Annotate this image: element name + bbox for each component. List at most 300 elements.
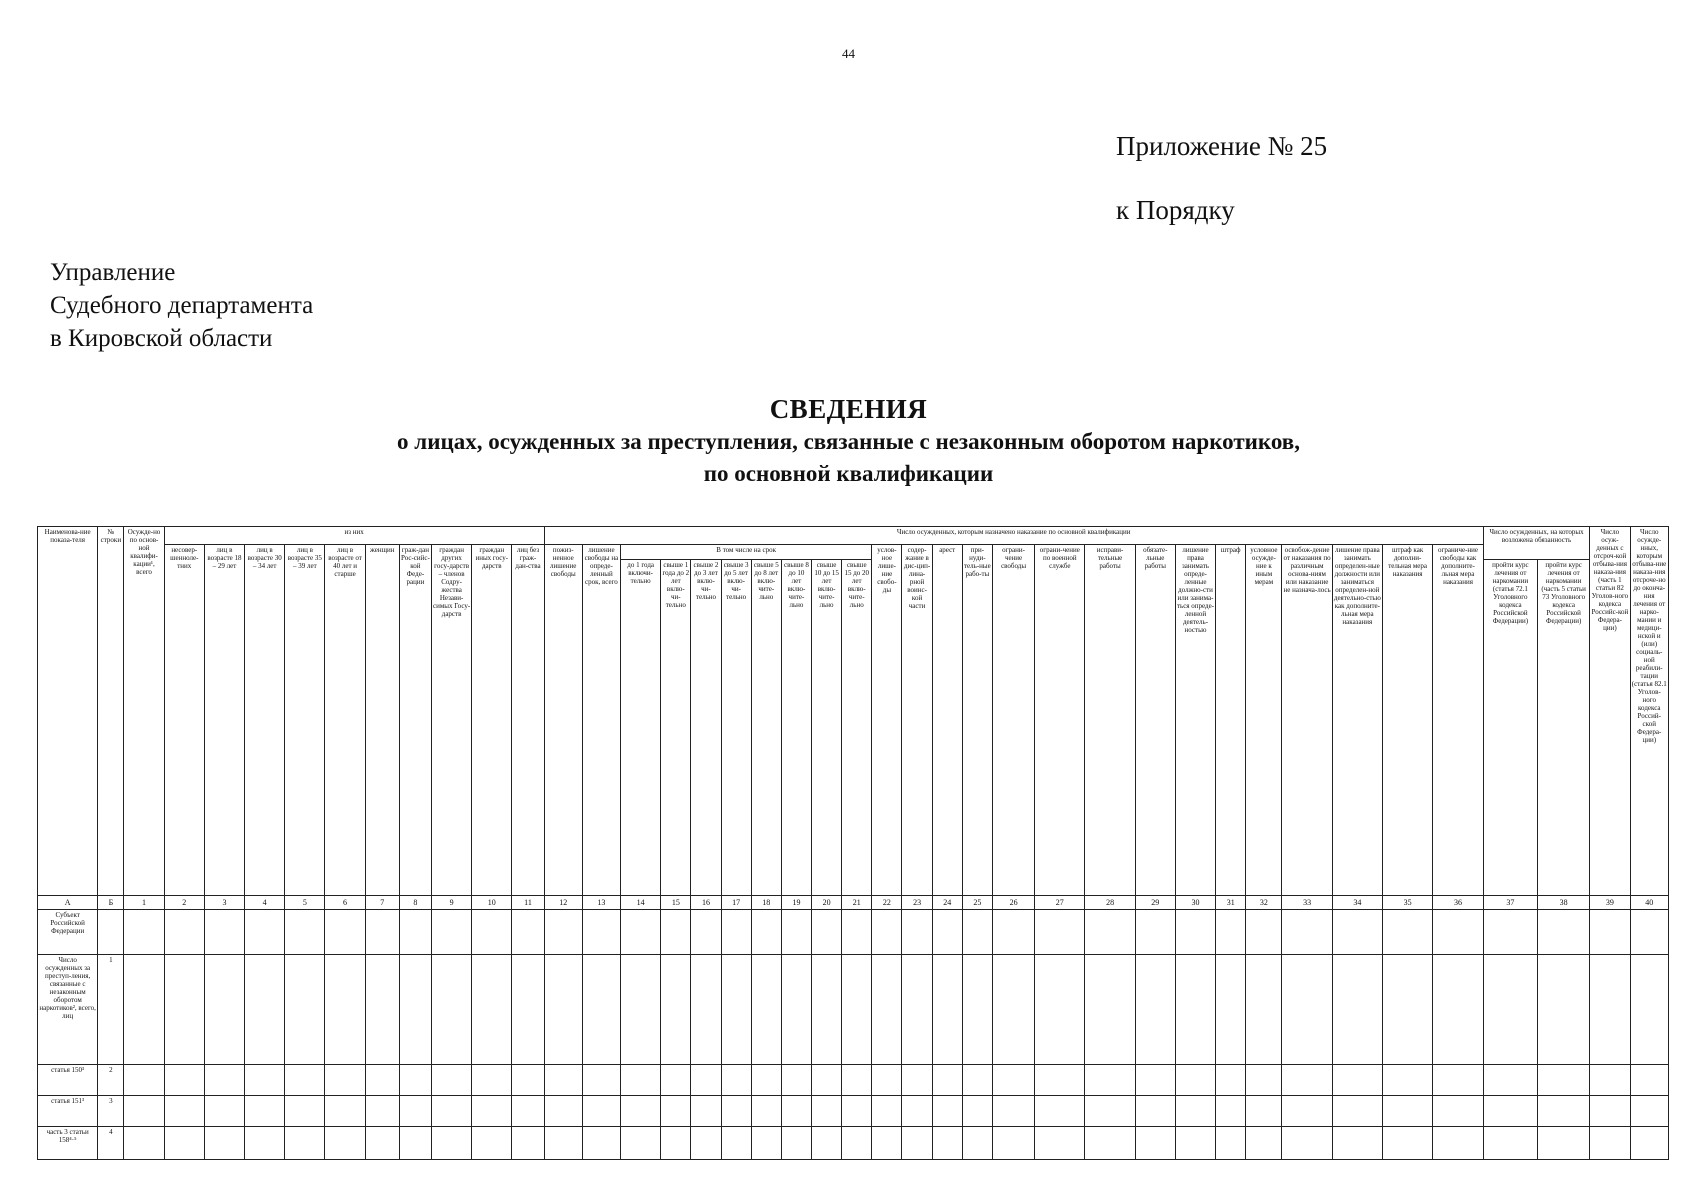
data-cell <box>512 1065 544 1096</box>
data-cell <box>932 910 962 955</box>
data-cell <box>285 1096 325 1127</box>
column-number-cell: 34 <box>1332 896 1382 910</box>
data-cell <box>932 1065 962 1096</box>
data-cell <box>872 955 902 1065</box>
data-cell <box>1085 1127 1135 1160</box>
data-cell <box>472 1096 512 1127</box>
data-cell <box>1035 1096 1085 1127</box>
header-col-26: ограни-чение свободы <box>992 545 1034 896</box>
column-number-cell: 18 <box>751 896 781 910</box>
header-col-23: содер-жание в дис-цип-лина-рной воинс-кой части <box>902 545 932 896</box>
data-cell <box>1630 1096 1669 1127</box>
header-col-8: граж-дан Рос-сийс-кой Феде-рации <box>399 545 431 896</box>
data-cell <box>164 1127 204 1160</box>
data-cell <box>204 955 244 1065</box>
data-cell <box>245 1096 285 1127</box>
data-cell <box>932 1127 962 1160</box>
data-cell <box>1433 1127 1484 1160</box>
header-col-4: лиц в возрасте 30 – 34 лет <box>245 545 285 896</box>
data-cell <box>1538 910 1590 955</box>
data-cell <box>812 1065 842 1096</box>
data-cell <box>1085 1096 1135 1127</box>
header-col-38: пройти курс лечения от наркомании (часть 5 статьи 73 Уголовного кодекса Российской Федерации) <box>1538 560 1590 896</box>
data-cell <box>245 955 285 1065</box>
column-number-cell: 7 <box>365 896 399 910</box>
data-cell <box>1035 1127 1085 1160</box>
table-row <box>38 955 1669 1065</box>
data-cell <box>751 955 781 1065</box>
column-number-cell: 13 <box>582 896 620 910</box>
data-cell <box>962 955 992 1065</box>
data-cell <box>1538 955 1590 1065</box>
data-cell <box>1246 955 1282 1065</box>
data-cell <box>325 1096 365 1127</box>
header-col-12: пожиз-ненное лишение свободы <box>544 545 582 896</box>
title-subtitle-2: по основной квалификации <box>703 461 994 486</box>
data-cell <box>1216 955 1246 1065</box>
data-cell <box>325 910 365 955</box>
column-number-cell: 14 <box>621 896 661 910</box>
header-col-15: свыше 1 года до 2 лет вклю-чи-тельно <box>661 560 691 896</box>
data-cell <box>621 955 661 1065</box>
data-cell <box>325 1065 365 1096</box>
data-cell <box>1282 910 1332 955</box>
column-number-cell: 2 <box>164 896 204 910</box>
header-col-17: свыше 3 до 5 лет вклю-чи-тельно <box>721 560 751 896</box>
header-col-11: лиц без граж-дан-ства <box>512 545 544 896</box>
data-cell <box>872 1096 902 1127</box>
header-col-30: лишение права занимать опреде-ленные должно-сти или занима-ться опреде-ленной деятель-ностью <box>1175 545 1215 896</box>
column-number-cell: 12 <box>544 896 582 910</box>
data-cell <box>124 1127 164 1160</box>
data-cell <box>164 955 204 1065</box>
column-number-cell: 8 <box>399 896 431 910</box>
column-number-cell: 23 <box>902 896 932 910</box>
data-cell <box>1590 910 1630 955</box>
data-cell <box>365 910 399 955</box>
data-cell <box>751 1065 781 1096</box>
data-cell <box>124 1065 164 1096</box>
column-number-cell: 28 <box>1085 896 1135 910</box>
data-cell <box>512 1096 544 1127</box>
column-number-cell: 4 <box>245 896 285 910</box>
row-label: Субъект Российской Федерации <box>38 910 98 955</box>
data-cell <box>245 1127 285 1160</box>
data-cell <box>472 955 512 1065</box>
data-cell <box>431 1127 471 1160</box>
data-cell <box>992 910 1034 955</box>
header-col-35: штраф как дополни-тельная мера наказания <box>1382 545 1432 896</box>
row-label: статья 150³ <box>38 1065 98 1096</box>
document-title <box>0 392 1697 490</box>
data-cell <box>1332 1065 1382 1096</box>
data-cell <box>544 1127 582 1160</box>
data-cell <box>691 1065 721 1096</box>
appendix-note <box>1116 114 1327 242</box>
data-cell <box>992 1065 1034 1096</box>
data-cell <box>721 955 751 1065</box>
data-cell <box>204 1065 244 1096</box>
data-cell <box>1035 910 1085 955</box>
organization-line-3: в Кировской области <box>50 325 273 352</box>
header-col-13: лишение свободы на опреде-ленный срок, всего <box>582 545 620 896</box>
data-cell <box>1135 910 1175 955</box>
data-cell <box>691 955 721 1065</box>
data-cell <box>1382 1065 1432 1096</box>
header-group-treatment: Число осужденных, на которых возложена обязанность <box>1483 527 1590 560</box>
table-row <box>38 1096 1669 1127</box>
title-subtitle-1: о лицах, осужденных за преступления, связанные с незаконным оборотом наркотиков, <box>397 429 1300 454</box>
data-cell <box>721 910 751 955</box>
data-cell <box>1216 1096 1246 1127</box>
row-code <box>98 910 124 955</box>
data-cell <box>1175 1096 1215 1127</box>
data-cell <box>721 1096 751 1127</box>
data-cell <box>902 1096 932 1127</box>
data-cell <box>1135 1127 1175 1160</box>
header-total: Осужде-но по основ-ной квалифи-кации¹, всего <box>124 527 164 896</box>
data-cell <box>781 1065 811 1096</box>
column-number-cell: А <box>38 896 98 910</box>
header-col-19: свыше 8 до 10 лет вклю-чите-льно <box>781 560 811 896</box>
data-cell <box>902 1065 932 1096</box>
data-cell <box>812 955 842 1065</box>
data-cell <box>1282 1065 1332 1096</box>
data-cell <box>582 1065 620 1096</box>
data-cell <box>902 1127 932 1160</box>
header-col-2: несовер-шенноле-тних <box>164 545 204 896</box>
table-row <box>38 910 1669 955</box>
data-cell <box>164 910 204 955</box>
header-col-25: при-нуди-тель-ные рабо-ты <box>962 545 992 896</box>
organization-line-2: Судебного департамента <box>50 292 314 319</box>
data-cell <box>1246 1096 1282 1127</box>
data-cell <box>1216 1127 1246 1160</box>
data-cell <box>661 1096 691 1127</box>
column-number-cell: 10 <box>472 896 512 910</box>
data-cell <box>902 955 932 1065</box>
column-number-cell: 27 <box>1035 896 1085 910</box>
column-number-cell: 30 <box>1175 896 1215 910</box>
data-cell <box>365 1127 399 1160</box>
page-number: 44 <box>842 46 855 61</box>
data-cell <box>661 910 691 955</box>
data-cell <box>661 955 691 1065</box>
header-col-39: Число осуж-денных с отсроч-кой отбыва-ния наказа-ния (часть 1 статьи 82 Уголов-ного кодекса Российс-кой Федера-ции) <box>1590 527 1630 896</box>
header-col-33: освобож-дение от наказания по различным основа-ниям или наказание не назнача-лось <box>1282 545 1332 896</box>
header-row-number: № строки <box>98 527 124 896</box>
header-group-of-them: из них <box>164 527 544 545</box>
report-table-wrapper <box>37 526 1669 1152</box>
data-cell <box>751 910 781 955</box>
data-cell <box>1483 1065 1537 1096</box>
data-cell <box>1382 1127 1432 1160</box>
data-cell <box>992 955 1034 1065</box>
row-code: 3 <box>98 1096 124 1127</box>
header-col-24: арест <box>932 545 962 896</box>
data-cell <box>204 1127 244 1160</box>
data-cell <box>842 955 872 1065</box>
data-cell <box>1433 955 1484 1065</box>
header-col-40: Число осужде-нных, которым отбыва-ние наказа-ния отсроче-но до оконча-ния лечения от нарко-мании и медици-нской и (или) социаль-ной реабили-тации (статья 82.1 Уголов-ного кодекса Россий-ской Федера-ции) <box>1630 527 1669 896</box>
data-cell <box>621 1127 661 1160</box>
data-cell <box>1483 955 1537 1065</box>
data-cell <box>1590 955 1630 1065</box>
header-col-18: свыше 5 до 8 лет вклю-чите-льно <box>751 560 781 896</box>
column-number-cell: 32 <box>1246 896 1282 910</box>
header-col-9: граждан других госу-дарств – членов Содру-жества Незави-симых Госу-дарств <box>431 545 471 896</box>
data-cell <box>399 955 431 1065</box>
data-cell <box>842 1127 872 1160</box>
row-code: 2 <box>98 1065 124 1096</box>
data-cell <box>872 1127 902 1160</box>
data-cell <box>781 955 811 1065</box>
header-name: Наименова-ние показа-теля <box>38 527 98 896</box>
header-col-21: свыше 15 до 20 лет вклю-чите-льно <box>842 560 872 896</box>
data-cell <box>691 1096 721 1127</box>
data-cell <box>285 910 325 955</box>
data-cell <box>1035 1065 1085 1096</box>
organization-block <box>50 256 313 355</box>
report-table <box>37 526 1669 1160</box>
data-cell <box>582 910 620 955</box>
data-cell <box>544 1096 582 1127</box>
data-cell <box>431 1065 471 1096</box>
column-number-cell: 39 <box>1590 896 1630 910</box>
row-label: статья 151³ <box>38 1096 98 1127</box>
header-group-term: В том числе на срок <box>621 545 872 560</box>
column-number-cell: 25 <box>962 896 992 910</box>
header-col-5: лиц в возрасте 35 – 39 лет <box>285 545 325 896</box>
data-cell <box>245 1065 285 1096</box>
data-cell <box>621 1096 661 1127</box>
data-cell <box>325 1127 365 1160</box>
data-cell <box>1590 1096 1630 1127</box>
data-cell <box>325 955 365 1065</box>
header-col-10: граждан иных госу-дарств <box>472 545 512 896</box>
data-cell <box>842 1065 872 1096</box>
column-number-row <box>38 896 1669 910</box>
data-cell <box>781 1127 811 1160</box>
column-number-cell: 40 <box>1630 896 1669 910</box>
column-number-cell: 19 <box>781 896 811 910</box>
data-cell <box>1382 955 1432 1065</box>
data-cell <box>1085 955 1135 1065</box>
data-cell <box>1332 910 1382 955</box>
data-cell <box>1590 1127 1630 1160</box>
data-cell <box>842 910 872 955</box>
data-cell <box>872 910 902 955</box>
column-number-cell: 6 <box>325 896 365 910</box>
table-row <box>38 1065 1669 1096</box>
data-cell <box>1175 910 1215 955</box>
data-cell <box>962 910 992 955</box>
data-cell <box>1332 1127 1382 1160</box>
data-cell <box>512 1127 544 1160</box>
data-cell <box>872 1065 902 1096</box>
data-cell <box>124 955 164 1065</box>
column-number-cell: 3 <box>204 896 244 910</box>
column-number-cell: 33 <box>1282 896 1332 910</box>
data-cell <box>721 1127 751 1160</box>
row-label: часть 3 статьи 158⁴·⁵ <box>38 1127 98 1160</box>
data-cell <box>932 955 962 1065</box>
column-number-cell: 20 <box>812 896 842 910</box>
data-cell <box>932 1096 962 1127</box>
data-cell <box>285 1065 325 1096</box>
table-row <box>38 1127 1669 1160</box>
data-cell <box>1630 910 1669 955</box>
data-cell <box>1216 910 1246 955</box>
column-number-cell: 29 <box>1135 896 1175 910</box>
data-cell <box>1538 1127 1590 1160</box>
data-cell <box>431 955 471 1065</box>
data-cell <box>1135 1096 1175 1127</box>
data-cell <box>544 910 582 955</box>
data-cell <box>751 1096 781 1127</box>
appendix-line-1: Приложение № 25 <box>1116 131 1328 161</box>
data-cell <box>582 955 620 1065</box>
title-main: СВЕДЕНИЯ <box>769 394 928 424</box>
data-cell <box>691 1127 721 1160</box>
data-cell <box>1135 955 1175 1065</box>
column-number-cell: 1 <box>124 896 164 910</box>
column-number-cell: 38 <box>1538 896 1590 910</box>
column-number-cell: 21 <box>842 896 872 910</box>
header-col-28: исправи-тельные работы <box>1085 545 1135 896</box>
data-cell <box>544 955 582 1065</box>
data-cell <box>204 910 244 955</box>
data-cell <box>399 910 431 955</box>
header-col-37: пройти курс лечения от наркомании (статья 72.1 Уголовного кодекса Российской Федерации) <box>1483 560 1537 896</box>
data-cell <box>285 955 325 1065</box>
data-cell <box>1332 1096 1382 1127</box>
data-cell <box>431 1096 471 1127</box>
data-cell <box>902 910 932 955</box>
data-cell <box>1175 1127 1215 1160</box>
data-cell <box>621 1065 661 1096</box>
header-col-32: условное осужде-ние к иным мерам <box>1246 545 1282 896</box>
data-cell <box>812 1127 842 1160</box>
data-cell <box>582 1127 620 1160</box>
data-cell <box>1630 1065 1669 1096</box>
data-cell <box>1175 1065 1215 1096</box>
data-cell <box>1246 1065 1282 1096</box>
data-cell <box>781 1096 811 1127</box>
data-cell <box>1538 1096 1590 1127</box>
data-cell <box>1282 1096 1332 1127</box>
data-cell <box>472 1065 512 1096</box>
column-number-cell: 9 <box>431 896 471 910</box>
data-cell <box>365 1065 399 1096</box>
data-cell <box>842 1096 872 1127</box>
data-cell <box>544 1065 582 1096</box>
header-col-7: женщин <box>365 545 399 896</box>
data-cell <box>512 910 544 955</box>
header-col-36: ограниче-ние свободы как дополните-льная мера наказания <box>1433 545 1484 896</box>
data-cell <box>962 1127 992 1160</box>
column-number-cell: 35 <box>1382 896 1432 910</box>
header-col-16: свыше 2 до 3 лет вклю-чи-тельно <box>691 560 721 896</box>
data-cell <box>582 1096 620 1127</box>
data-cell <box>399 1065 431 1096</box>
row-code: 1 <box>98 955 124 1065</box>
data-cell <box>1538 1065 1590 1096</box>
data-cell <box>1175 955 1215 1065</box>
data-cell <box>1085 1065 1135 1096</box>
header-col-22: услов-ное лише-ние свобо-ды <box>872 545 902 896</box>
header-col-3: лиц в возрасте 18 – 29 лет <box>204 545 244 896</box>
data-cell <box>812 910 842 955</box>
data-cell <box>1483 910 1537 955</box>
data-cell <box>691 910 721 955</box>
data-cell <box>1085 910 1135 955</box>
data-cell <box>1483 1096 1537 1127</box>
header-col-31: штраф <box>1216 545 1246 896</box>
data-cell <box>992 1096 1034 1127</box>
data-cell <box>962 1096 992 1127</box>
data-cell <box>399 1096 431 1127</box>
data-cell <box>285 1127 325 1160</box>
column-number-cell: 36 <box>1433 896 1484 910</box>
column-number-cell: 37 <box>1483 896 1537 910</box>
data-cell <box>661 1065 691 1096</box>
data-cell <box>812 1096 842 1127</box>
column-number-cell: 22 <box>872 896 902 910</box>
data-cell <box>124 910 164 955</box>
row-label: Число осужденных за преступ-ления, связанные с незаконным оборотом наркотиков², всего, лиц <box>38 955 98 1065</box>
data-cell <box>1630 955 1669 1065</box>
data-cell <box>1332 955 1382 1065</box>
column-number-cell: 11 <box>512 896 544 910</box>
column-number-cell: Б <box>98 896 124 910</box>
organization-line-1: Управление <box>50 259 176 286</box>
data-cell <box>1135 1065 1175 1096</box>
data-cell <box>1246 910 1282 955</box>
header-col-29: обязате-льные работы <box>1135 545 1175 896</box>
header-col-34: лишение права занимать определен-ные должности или заниматься определен-ной деятельно-стью как дополните-льная мера наказания <box>1332 545 1382 896</box>
column-number-cell: 31 <box>1216 896 1246 910</box>
data-cell <box>1282 955 1332 1065</box>
data-cell <box>204 1096 244 1127</box>
data-cell <box>751 1127 781 1160</box>
appendix-line-2: к Порядку <box>1116 195 1235 225</box>
header-col-14: до 1 года включи-тельно <box>621 560 661 896</box>
data-cell <box>472 910 512 955</box>
column-number-cell: 15 <box>661 896 691 910</box>
data-cell <box>431 910 471 955</box>
data-cell <box>472 1127 512 1160</box>
data-cell <box>512 955 544 1065</box>
column-number-cell: 5 <box>285 896 325 910</box>
data-cell <box>124 1096 164 1127</box>
data-cell <box>1433 1065 1484 1096</box>
data-cell <box>164 1065 204 1096</box>
data-cell <box>962 1065 992 1096</box>
data-cell <box>1433 1096 1484 1127</box>
data-cell <box>365 1096 399 1127</box>
header-group-punishment: Число осужденных, которым назначено наказание по основной квалификации <box>544 527 1483 545</box>
header-col-20: свыше 10 до 15 лет вклю-чите-льно <box>812 560 842 896</box>
data-cell <box>1382 910 1432 955</box>
data-cell <box>621 910 661 955</box>
data-cell <box>661 1127 691 1160</box>
data-cell <box>1246 1127 1282 1160</box>
data-cell <box>1216 1065 1246 1096</box>
data-cell <box>1035 955 1085 1065</box>
data-cell <box>399 1127 431 1160</box>
data-cell <box>1433 910 1484 955</box>
